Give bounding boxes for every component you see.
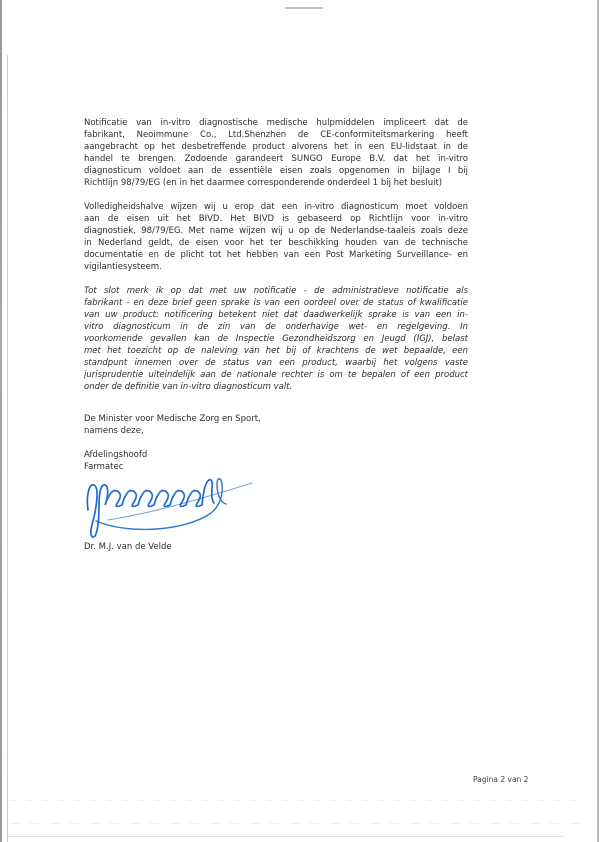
text-line: aan de eisen uit het BIVD. Het BIVD is gebaseerd op Richtlijn voor in-vitro xyxy=(84,214,468,224)
signatory-name: Dr. M.J. van de Velde xyxy=(84,542,172,552)
text-line: diagnosticum voldoet aan de essentiële eisen zoals opgenomen in bijlage I bij xyxy=(84,166,468,176)
handwritten-signature xyxy=(84,473,256,541)
paragraph-status-disclaimer xyxy=(84,285,468,393)
text-line: met het toezicht op de naleving van het bij of krachtens de wet bepaalde, een xyxy=(84,346,468,356)
closing-minister: De Minister voor Medische Zorg en Sport, xyxy=(84,414,261,424)
scan-edge-left-outer xyxy=(0,0,2,842)
text-line: jurisprudentie uiteindelijk aan de nationale rechter is om te bepalen of een product xyxy=(84,370,468,380)
text-line: onder de definitie van in-vitro diagnosticum valt. xyxy=(84,382,293,392)
signature-underline-sweep xyxy=(96,479,226,530)
text-line: fabrikant, Neoimmune Co., Ltd.Shenzhen de CE-conformiteitsmarkering heeft xyxy=(84,130,468,140)
closing-namens: namens deze, xyxy=(84,426,144,436)
signature-initial-and-loops xyxy=(87,480,214,537)
letter-body xyxy=(84,117,468,393)
paragraph-bivd-requirements xyxy=(84,201,468,273)
closing-block xyxy=(84,413,261,473)
text-line: Tot slot merk ik op dat met uw notificatie - de administratieve notificatie als xyxy=(84,286,468,296)
scan-noise-row xyxy=(10,800,585,801)
paragraph-notification xyxy=(84,117,468,189)
scan-artifact-top-tick xyxy=(285,7,323,9)
text-line: Notificatie van in-vitro diagnostische medische hulpmiddelen impliceert dat de xyxy=(84,118,468,128)
text-line: voorkomende gevallen kan de Inspectie Gezondheidszorg en Jeugd (IGJ), belast xyxy=(84,334,468,344)
closing-department: Farmatec xyxy=(84,462,124,472)
scan-artifact-bottom-line xyxy=(8,836,564,837)
text-line: diagnostiek, 98/79/EG. Met name wijzen wij u op de Nederlandse-taaleis zoals deze xyxy=(84,226,468,236)
page-number: Pagina 2 van 2 xyxy=(473,775,529,784)
text-line: vitro diagnosticum in de zin van de onderhavige wet- en regelgeving. In xyxy=(84,322,468,332)
scan-noise-row xyxy=(10,823,580,824)
text-line: van uw product: notificering betekent niet dat daadwerkelijk sprake is van een in- xyxy=(84,310,468,320)
text-line: in Nederland geldt, de eisen voor het ter beschikking houden van de technische xyxy=(84,238,468,248)
signature-long-stroke xyxy=(108,483,252,520)
text-line: Volledigheidshalve wijzen wij u erop dat een in-vitro diagnosticum moet voldoen xyxy=(84,202,468,212)
text-line: Richtlijn 98/79/EG (en in het daarmee corresponderende onderdeel 1 bij het besluit) xyxy=(84,178,443,188)
text-line: documentatie en de plicht tot het hebben van een Post Marketing Surveillance- en xyxy=(84,250,468,260)
text-line: handel te brengen. Zodoende garandeert SUNGO Europe B.V. dat het in-vitro xyxy=(84,154,468,164)
scan-edge-right xyxy=(597,0,599,842)
text-line: aangebracht op het desbetreffende product alvorens het in een EU-lidstaat in de xyxy=(84,142,468,152)
text-line: standpunt innemen over de status van een product, waarbij het volgens vaste xyxy=(84,358,468,368)
scan-edge-left-inner xyxy=(7,55,8,842)
text-line: fabrikant - en deze brief geen sprake is van een oordeel over de status of kwalificatie xyxy=(84,298,468,308)
closing-role: Afdelingshoofd xyxy=(84,450,148,460)
text-line: vigilantiesysteem. xyxy=(84,262,162,272)
